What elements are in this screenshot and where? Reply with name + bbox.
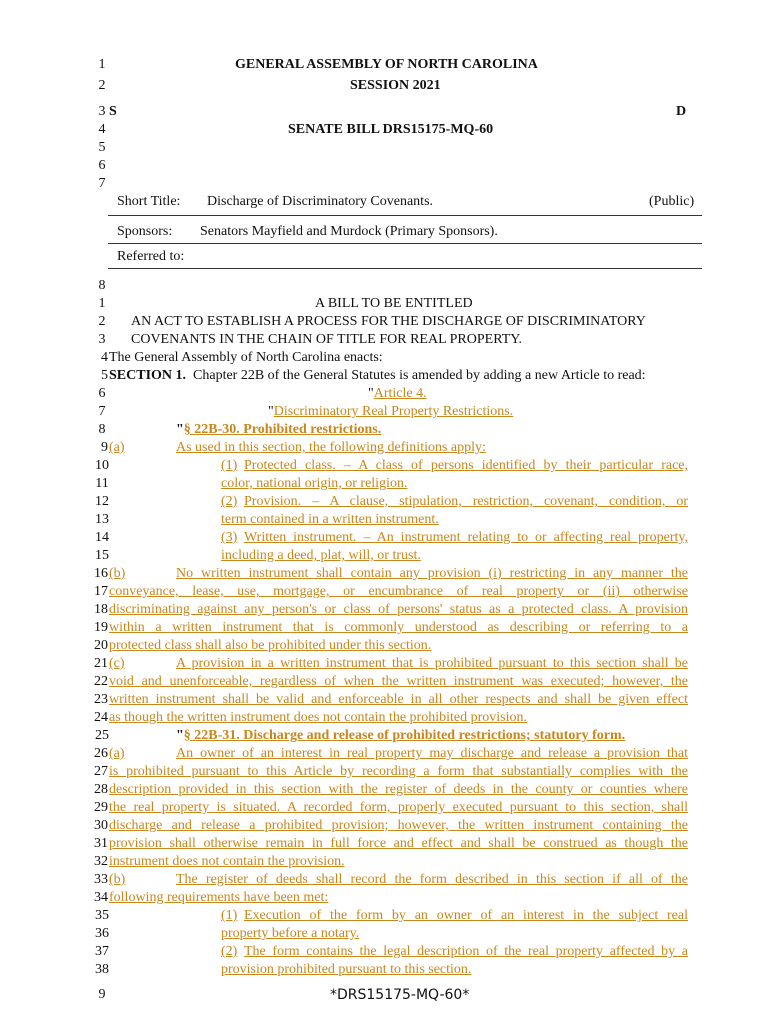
act-title: AN ACT TO ESTABLISH A PROCESS FOR THE DISCHARGE OF DISCRIMINATORY (131, 314, 646, 329)
statute-text: property before a notary. (221, 926, 360, 941)
line-number: 38 (95, 962, 109, 977)
line-number: 33 (94, 872, 108, 887)
page-number: 9 (98, 987, 106, 1002)
bill-title: SENATE BILL DRS15175-MQ-60 (288, 122, 494, 137)
body-line (0, 313, 770, 331)
bill-code: *DRS15175-MQ-60* (330, 987, 470, 1003)
statute-text: Written instrument. – An instrument relating to or affecting real property, (244, 530, 688, 545)
divider (108, 268, 702, 269)
section-label: SECTION 1. (109, 368, 187, 383)
line-number: 4 (98, 122, 106, 137)
statute-text: An owner of an interest in real property may discharge and release a provision that (176, 746, 688, 761)
body-line (0, 961, 770, 979)
act-title: COVENANTS IN THE CHAIN OF TITLE FOR REAL PROPERTY. (131, 332, 523, 347)
line-number: 28 (94, 782, 108, 797)
body-line (0, 583, 770, 601)
body-line (0, 601, 770, 619)
statute-text: the real property is situated. A recorded form, properly executed pursuant to this section, shall (109, 800, 688, 815)
body-line (0, 799, 770, 817)
statute-text: including a deed, plat, will, or trust. (221, 548, 421, 563)
item-marker: (3) (221, 530, 238, 545)
sponsors-value: Senators Mayfield and Murdock (Primary Sponsors). (200, 224, 498, 239)
line-number: 20 (94, 638, 108, 653)
line-number: 30 (94, 818, 108, 833)
body-line (0, 331, 770, 349)
line-number: 6 (98, 158, 106, 173)
statute-text: following requirements have been met: (109, 890, 329, 905)
statute-text: description provided in this section with the register of deeds in the county or counties where (109, 782, 688, 797)
body-line (0, 565, 770, 583)
line-number: 29 (94, 800, 108, 815)
header-line-4 (0, 121, 770, 139)
header-line-3 (0, 103, 770, 121)
section-text: Chapter 22B of the General Statutes is amended by adding a new Article to read: (186, 368, 646, 383)
quote-mark: " (268, 404, 274, 419)
short-title-value: Discharge of Discriminatory Covenants. (207, 194, 434, 209)
body-line (0, 727, 770, 745)
statute-text: conveyance, lease, use, mortgage, or encumbrance of real property or (ii) otherwise (109, 584, 688, 599)
body-line (0, 853, 770, 871)
statute-text: term contained in a written instrument. (221, 512, 439, 527)
subsection-marker: (b) (109, 872, 126, 887)
subsection-marker: (a) (109, 746, 125, 761)
body-line (0, 547, 770, 565)
sponsors-label: Sponsors: (117, 224, 173, 239)
statute-text: discharge and release a prohibited provision; however, the written instrument containing the (109, 818, 688, 833)
item-marker: (2) (221, 944, 238, 959)
line-number: 3 (98, 332, 106, 347)
short-title-row (0, 193, 770, 211)
line-number: 15 (95, 548, 109, 563)
body-line (0, 457, 770, 475)
statute-text: provision prohibited pursuant to this section. (221, 962, 472, 977)
line-number: 37 (95, 944, 109, 959)
line-number: 13 (95, 512, 109, 527)
line-number: 7 (98, 404, 106, 419)
short-title-label: Short Title: (117, 194, 181, 209)
body-line (0, 367, 770, 385)
body-line (0, 403, 770, 421)
chamber-letter: S (109, 104, 117, 119)
line-number: 36 (95, 926, 109, 941)
body-line (0, 817, 770, 835)
line-number: 4 (101, 350, 108, 365)
statute-heading: § 22B-31. Discharge and release of prohibited restrictions; statutory form. (183, 728, 626, 743)
quote-mark: " (368, 386, 374, 401)
session-title: SESSION 2021 (350, 78, 441, 93)
body-line (0, 349, 770, 367)
body-line (0, 709, 770, 727)
statute-text: discriminating against any person's or class of persons' status as a protected class. A provision (109, 602, 688, 617)
body-line (0, 943, 770, 961)
line-number: 22 (94, 674, 108, 689)
statute-text: Protected class. – A class of persons identified by their particular race, (244, 458, 688, 473)
line-number: 5 (98, 140, 106, 155)
body-line (0, 655, 770, 673)
body-line (0, 835, 770, 853)
line-number: 5 (101, 368, 108, 383)
article-heading: Article 4. (373, 386, 427, 401)
quote-mark: " (176, 422, 184, 437)
statute-text: As used in this section, the following definitions apply: (176, 440, 486, 455)
subsection-marker: (c) (109, 656, 125, 671)
body-line (0, 295, 770, 313)
line-number: 35 (95, 908, 109, 923)
bill-heading: A BILL TO BE ENTITLED (315, 296, 473, 311)
statute-text: Execution of the form by an owner of an interest in the subject real (244, 908, 688, 923)
line-number: 9 (101, 440, 108, 455)
line-number: 14 (95, 530, 109, 545)
quote-mark: " (176, 728, 184, 743)
body-line (0, 511, 770, 529)
body-line (0, 529, 770, 547)
article-title: Discriminatory Real Property Restrictions. (273, 404, 514, 419)
line-number: 31 (94, 836, 108, 851)
statute-text: The form contains the legal description of the real property affected by a (244, 944, 688, 959)
draft-letter: D (676, 104, 687, 119)
bill-type: (Public) (649, 194, 695, 209)
body-line (0, 871, 770, 889)
line-number: 2 (98, 78, 106, 93)
line-number: 7 (98, 176, 106, 191)
line-number: 18 (94, 602, 108, 617)
body-line (0, 385, 770, 403)
body-line (0, 421, 770, 439)
line-number: 2 (98, 314, 106, 329)
line-number: 23 (94, 692, 108, 707)
line-number: 8 (98, 278, 106, 293)
statute-text: protected class shall also be prohibited under this section. (109, 638, 432, 653)
statute-text: written instrument shall be valid and enforceable in all other respects and shall be given effect (109, 692, 688, 707)
line-number: 10 (95, 458, 109, 473)
item-marker: (1) (221, 458, 238, 473)
line-number: 26 (94, 746, 108, 761)
body-line (0, 763, 770, 781)
body-line (0, 475, 770, 493)
header-line-2 (0, 77, 770, 95)
statute-text: is prohibited pursuant to this Article by recording a form that substantially complies with the (109, 764, 688, 779)
statute-text: The register of deeds shall record the form described in this section if all of the (176, 872, 688, 887)
line-number: 6 (98, 386, 106, 401)
line-number: 17 (94, 584, 108, 599)
body-line (0, 691, 770, 709)
assembly-title: GENERAL ASSEMBLY OF NORTH CAROLINA (235, 57, 538, 72)
line-number: 1 (98, 296, 106, 311)
statute-text: No written instrument shall contain any provision (i) restricting in any manner the (176, 566, 688, 581)
body-line (0, 889, 770, 907)
line-number: 19 (94, 620, 108, 635)
line-number: 3 (98, 104, 106, 119)
line-number: 12 (95, 494, 109, 509)
subsection-marker: (b) (109, 566, 126, 581)
referred-label: Referred to: (117, 249, 185, 264)
line-number: 16 (94, 566, 108, 581)
body-line (0, 781, 770, 799)
statute-heading: § 22B-30. Prohibited restrictions. (183, 422, 382, 437)
statute-text: void and unenforceable, regardless of when the written instrument was executed; however, the (109, 674, 688, 689)
body-line (0, 619, 770, 637)
referred-row (0, 248, 770, 266)
statute-text: provision shall otherwise remain in full force and effect and shall be construed as though the (109, 836, 688, 851)
item-marker: (2) (221, 494, 238, 509)
body-line (0, 637, 770, 655)
line-number: 8 (98, 422, 106, 437)
statute-text: instrument does not contain the provision. (109, 854, 345, 869)
line-number: 34 (94, 890, 108, 905)
line-number: 25 (95, 728, 109, 743)
body-line (0, 925, 770, 943)
enacting-clause: The General Assembly of North Carolina enacts: (109, 350, 383, 365)
line-number: 11 (95, 476, 109, 491)
statute-text: as though the written instrument does not contain the prohibited provision. (109, 710, 527, 725)
sponsors-row (0, 223, 770, 241)
statute-text: within a written instrument that is commonly understood as describing or referring to a (109, 620, 688, 635)
line-number: 32 (94, 854, 108, 869)
subsection-marker: (a) (109, 440, 125, 455)
body-line (0, 673, 770, 691)
body-line (0, 493, 770, 511)
statute-text: Provision. – A clause, stipulation, restriction, covenant, condition, or (244, 494, 688, 509)
body-line (0, 907, 770, 925)
item-marker: (1) (221, 908, 238, 923)
line-number: 1 (98, 57, 106, 72)
line-number: 24 (94, 710, 108, 725)
body-line (0, 439, 770, 457)
header-line-1 (0, 56, 770, 74)
divider (108, 243, 702, 244)
line-number: 21 (94, 656, 108, 671)
body-line (0, 745, 770, 763)
statute-text: color, national origin, or religion. (221, 476, 408, 491)
divider (108, 215, 702, 216)
statute-text: A provision in a written instrument that is prohibited pursuant to this section shall be (176, 656, 688, 671)
line-number: 27 (94, 764, 108, 779)
footer (0, 986, 770, 1004)
